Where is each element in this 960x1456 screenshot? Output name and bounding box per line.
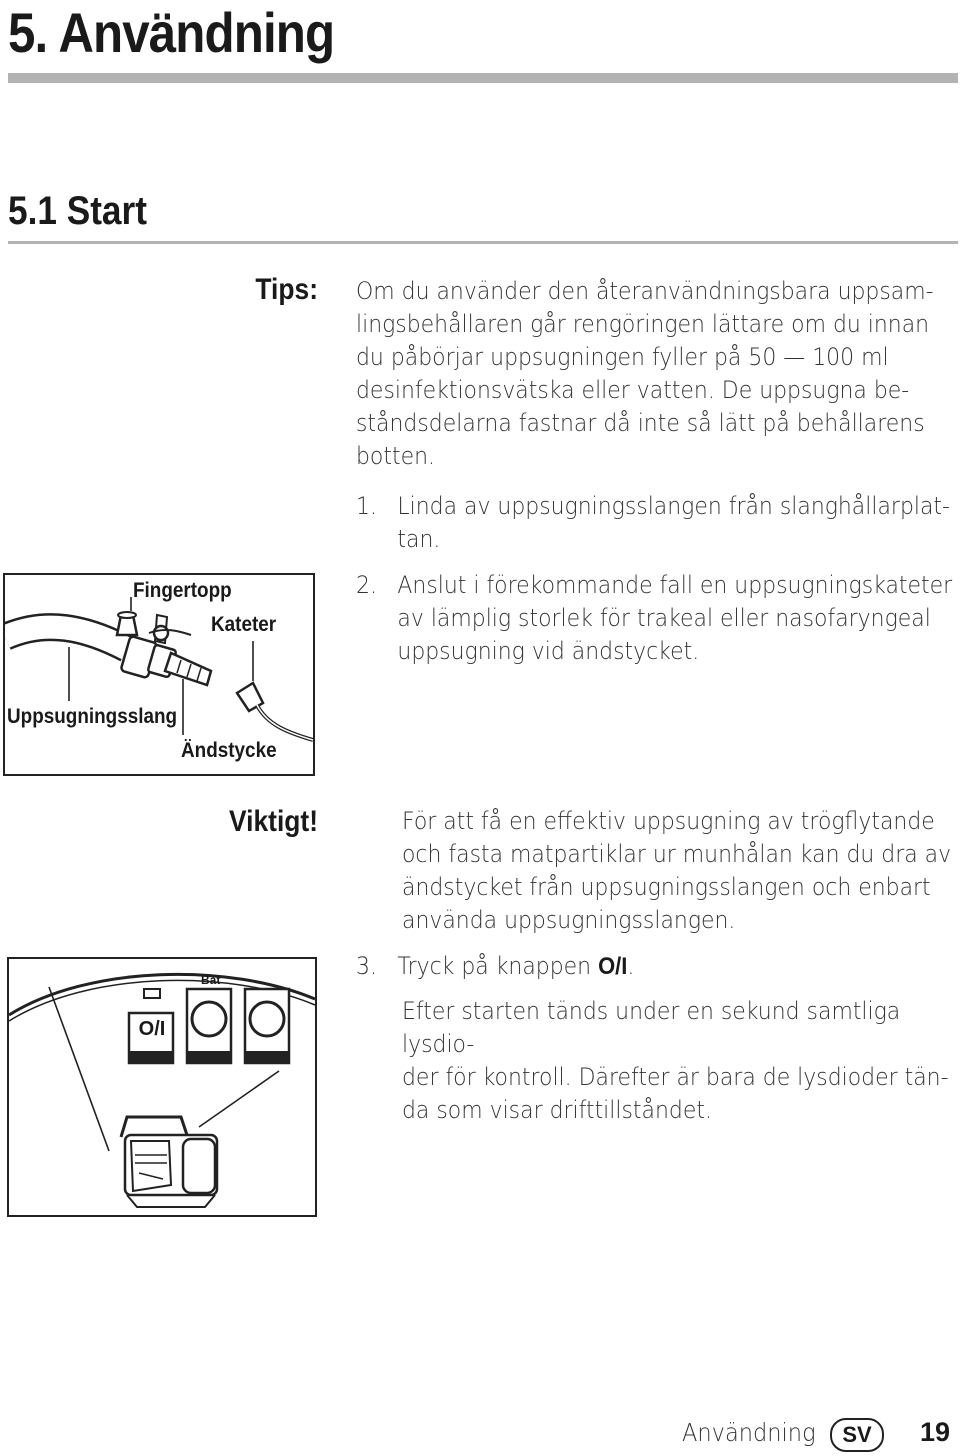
important-label: Viktigt! — [229, 805, 318, 838]
important-line: För att få en effektiv uppsugning av trögflytande — [402, 806, 935, 835]
important-line: använda uppsugningsslangen. — [402, 905, 736, 934]
title-rule — [8, 73, 958, 83]
step-line: Linda av uppsugningsslangen från slanghållarplat- — [397, 491, 950, 520]
tips-label: Tips: — [255, 273, 318, 306]
language-badge: SV — [830, 1418, 884, 1452]
important-line: ändstycket från uppsugningsslangen och enbart — [402, 872, 931, 901]
important-line: och fasta matpartiklar ur munhålan kan du dra av — [402, 839, 952, 868]
tips-line: desinfektionsvätska eller vatten. De uppsugna be- — [356, 375, 910, 404]
battery-label: Bat — [201, 973, 221, 987]
label-andstycke: Ändstycke — [181, 739, 277, 762]
step-number: 2. — [356, 570, 377, 599]
important-paragraph — [402, 804, 958, 936]
step-text — [397, 568, 957, 667]
label-fingertopp: Fingertopp — [133, 579, 232, 602]
step-line: uppsugning vid ändstycket. — [397, 636, 700, 665]
chapter-title: 5. Användning — [8, 1, 335, 64]
step-number: 1. — [356, 491, 377, 520]
step-text-main: Tryck på knappen — [397, 951, 599, 980]
page-number: 19 — [920, 1417, 951, 1447]
power-key-label: O/I — [598, 953, 628, 980]
step-line: av lämplig storlek för trakeal eller nasofaryngeal — [397, 603, 931, 632]
catheter-figure — [3, 573, 315, 776]
tips-line: botten. — [356, 441, 435, 470]
label-uppsugningsslang: Uppsugningsslang — [7, 705, 178, 728]
step-text — [397, 489, 957, 555]
step-number: 3. — [356, 951, 377, 980]
tips-paragraph — [356, 274, 957, 472]
device-figure — [7, 957, 317, 1217]
after-start-line: da som visar drifttillståndet. — [402, 1095, 712, 1124]
after-start-paragraph — [402, 994, 958, 1126]
tips-line: lingsbehållaren går rengöringen lättare om du innan — [356, 309, 930, 338]
after-start-line: der för kontroll. Därefter är bara de lysdioder tän- — [402, 1062, 949, 1091]
step-text-suffix: . — [627, 951, 635, 980]
after-start-line: Efter starten tänds under en sekund samtliga lysdio- — [402, 996, 901, 1058]
tips-line: Om du använder den återanvändningsbara uppsam- — [356, 276, 934, 305]
label-kateter: Kateter — [211, 613, 277, 636]
tips-line: du påbörjar uppsugningen fyller på 50 — 100 ml — [356, 342, 889, 371]
power-button-label: O/I — [138, 1018, 166, 1040]
device-illustration — [9, 959, 315, 1215]
step-text — [397, 949, 957, 983]
section-title: 5.1 Start — [8, 189, 147, 233]
step-line: Anslut i förekommande fall en uppsugningskateter — [397, 570, 953, 599]
footer-section-name: Användning — [682, 1418, 816, 1447]
step-line: tan. — [397, 524, 441, 553]
section-rule — [8, 241, 958, 244]
tips-line: ståndsdelarna fastnar då inte så lätt på behållarens — [356, 408, 925, 437]
